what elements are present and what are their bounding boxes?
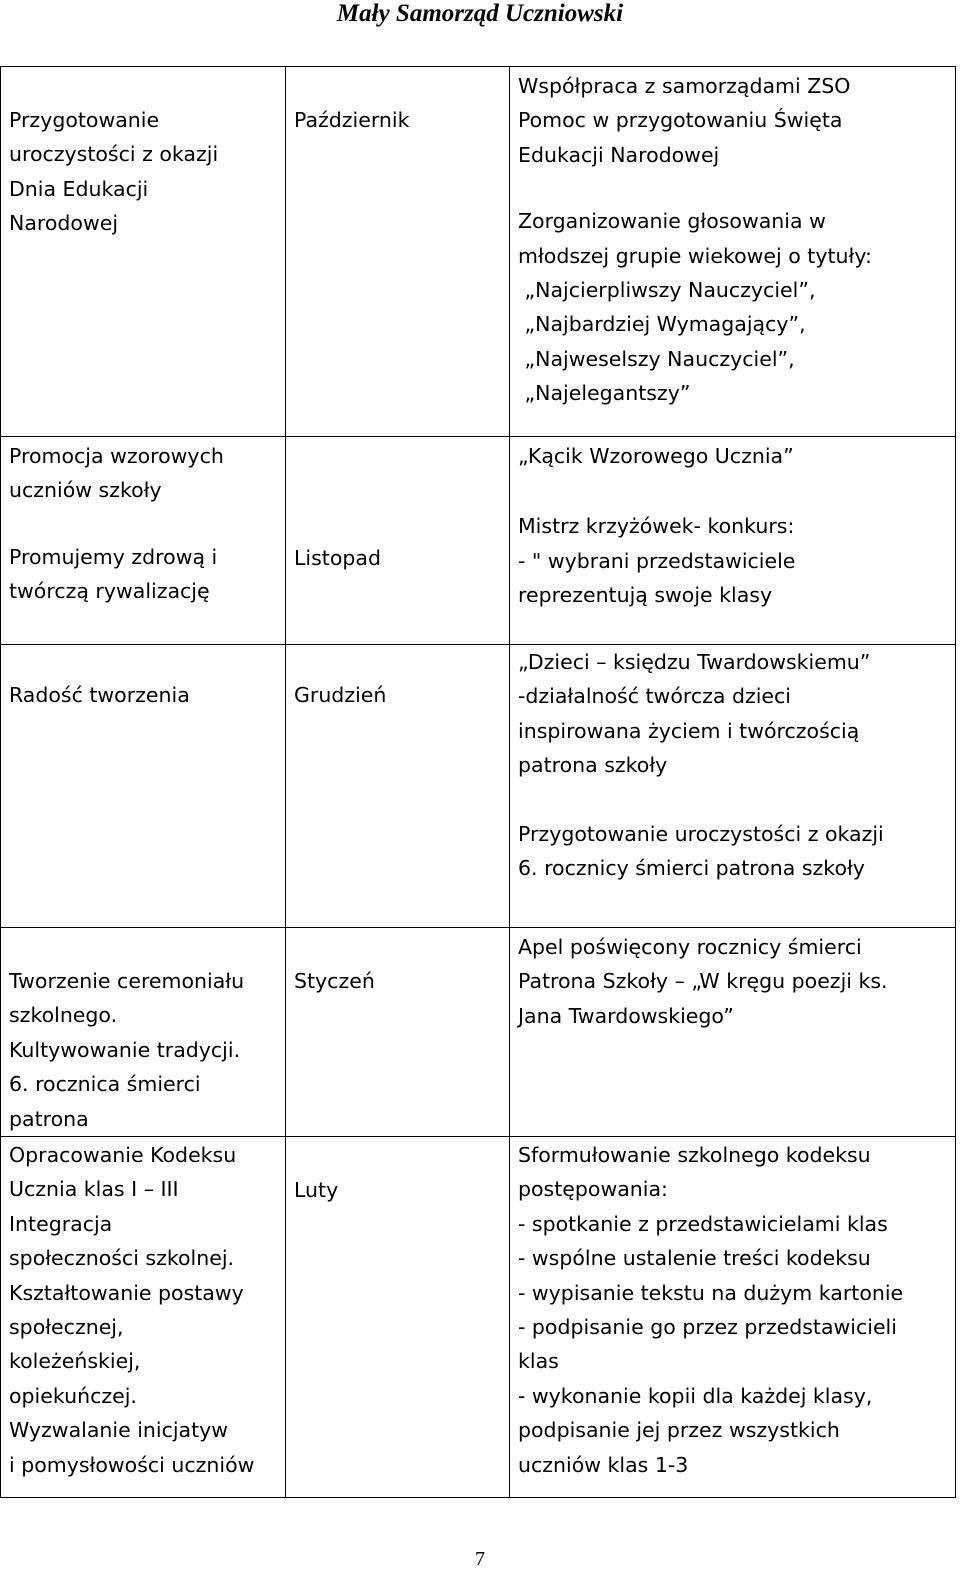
cell-line: 6. rocznica śmierci [9, 1072, 201, 1097]
cell-line: społecznej, [9, 1315, 124, 1340]
cell-line: reprezentują swoje klasy [518, 583, 773, 608]
cell-line: Promocja wzorowych [9, 444, 224, 468]
cell-line: uroczystości z okazji [9, 142, 219, 167]
cell-line: Integracja [9, 1211, 113, 1236]
table-row [1, 1137, 956, 1498]
cell-line: klas [518, 1349, 559, 1374]
month-cell [286, 645, 510, 928]
cell-line: Promujemy zdrową i [9, 544, 218, 569]
cell-line: społeczności szkolnej. [9, 1246, 235, 1271]
plan-table [0, 66, 956, 1498]
month-cell [286, 928, 510, 1137]
month-label: Styczeń [294, 969, 375, 993]
goal-cell [1, 1137, 286, 1498]
cell-line: opiekuńczej. [9, 1383, 137, 1408]
cell-line: Opracowanie Kodeksu [9, 1143, 237, 1168]
cell-line: - " wybrani przedstawiciele [518, 548, 796, 573]
cell-line: Przygotowanie [9, 108, 160, 132]
table-row [1, 928, 956, 1137]
cell-line: - podpisanie go przez przedstawicieli [518, 1315, 897, 1340]
cell-line: Mistrz krzyżówek- konkurs: [518, 514, 795, 539]
cell-line: szkolnego. [9, 1003, 118, 1028]
cell-line: „Najcierpliwszy Nauczyciel”, [518, 278, 816, 303]
cell-line: Narodowej [9, 211, 119, 236]
activity-cell [510, 67, 956, 437]
cell-line: - wspólne ustalenie treści kodeksu [518, 1246, 871, 1271]
goal-cell [1, 645, 286, 928]
cell-line: twórczą rywalizację [9, 579, 210, 604]
cell-line: Sformułowanie szkolnego kodeksu [518, 1143, 871, 1168]
cell-line: - spotkanie z przedstawicielami klas [518, 1211, 888, 1236]
cell-line: Patrona Szkoły – „W kręgu poezji ks. [518, 969, 888, 994]
cell-line: „Najbardziej Wymagający”, [518, 312, 806, 337]
goal-cell [1, 437, 286, 645]
month-cell [286, 437, 510, 645]
cell-line: „Kącik Wzorowego Ucznia” [518, 444, 794, 468]
goal-cell [1, 928, 286, 1137]
cell-line: -działalność twórcza dzieci [518, 684, 791, 709]
activity-cell [510, 928, 956, 1137]
table-row [1, 67, 956, 437]
cell-line: „Najelegantszy” [518, 381, 691, 406]
cell-line: Pomoc w przygotowaniu Święta [518, 108, 843, 133]
cell-line: Wyzwalanie inicjatyw [9, 1418, 229, 1443]
cell-line: Kształtowanie postawy [9, 1280, 244, 1305]
cell-line: - wypisanie tekstu na dużym kartonie [518, 1280, 904, 1305]
cell-line: Przygotowanie uroczystości z okazji [518, 821, 884, 846]
table-row [1, 645, 956, 928]
activity-cell [510, 645, 956, 928]
month-label: Październik [294, 108, 410, 132]
cell-line: Jana Twardowskiego” [518, 1003, 734, 1028]
cell-line: i pomysłowości uczniów [9, 1452, 255, 1477]
cell-line: Zorganizowanie głosowania w [518, 209, 826, 234]
cell-line: Apel poświęcony rocznicy śmierci [518, 935, 862, 959]
month-label: Listopad [294, 546, 381, 570]
cell-line: Dnia Edukacji [9, 176, 149, 201]
cell-line: koleżeńskiej, [9, 1349, 141, 1374]
cell-line: - wykonanie kopii dla każdej klasy, [518, 1383, 873, 1408]
cell-line: Radość tworzenia [9, 683, 190, 707]
cell-line: Edukacji Narodowej [518, 142, 720, 167]
cell-line: patrona [9, 1106, 89, 1131]
cell-line: Ucznia klas I – III [9, 1177, 179, 1202]
month-label: Grudzień [294, 683, 387, 707]
month-cell [286, 67, 510, 437]
page-header-title: Mały Samorząd Uczniowski [336, 0, 624, 27]
cell-line: Tworzenie ceremoniału [9, 969, 245, 993]
cell-line: młodszej grupie wiekowej o tytuły: [518, 243, 872, 268]
month-cell [286, 1137, 510, 1498]
cell-line: inspirowana życiem i twórczością [518, 718, 860, 743]
cell-line: podpisanie jej przez wszystkich [518, 1418, 840, 1443]
activity-cell [510, 437, 956, 645]
cell-line: uczniów klas 1-3 [518, 1452, 689, 1477]
cell-line: uczniów szkoły [9, 478, 162, 503]
activity-cell [510, 1137, 956, 1498]
table-row [1, 437, 956, 645]
page-number: 7 [475, 1548, 485, 1570]
cell-line: Kultywowanie tradycji. [9, 1037, 241, 1062]
goal-cell [1, 67, 286, 437]
month-label: Luty [294, 1178, 339, 1203]
cell-line: Współpraca z samorządami ZSO [518, 74, 851, 98]
cell-line: 6. rocznicy śmierci patrona szkoły [518, 856, 865, 881]
cell-line: „Najweselszy Nauczyciel”, [518, 346, 795, 371]
cell-line: postępowania: [518, 1177, 668, 1202]
cell-line: „Dzieci – księdzu Twardowskiemu” [518, 650, 871, 674]
cell-line: patrona szkoły [518, 753, 668, 778]
